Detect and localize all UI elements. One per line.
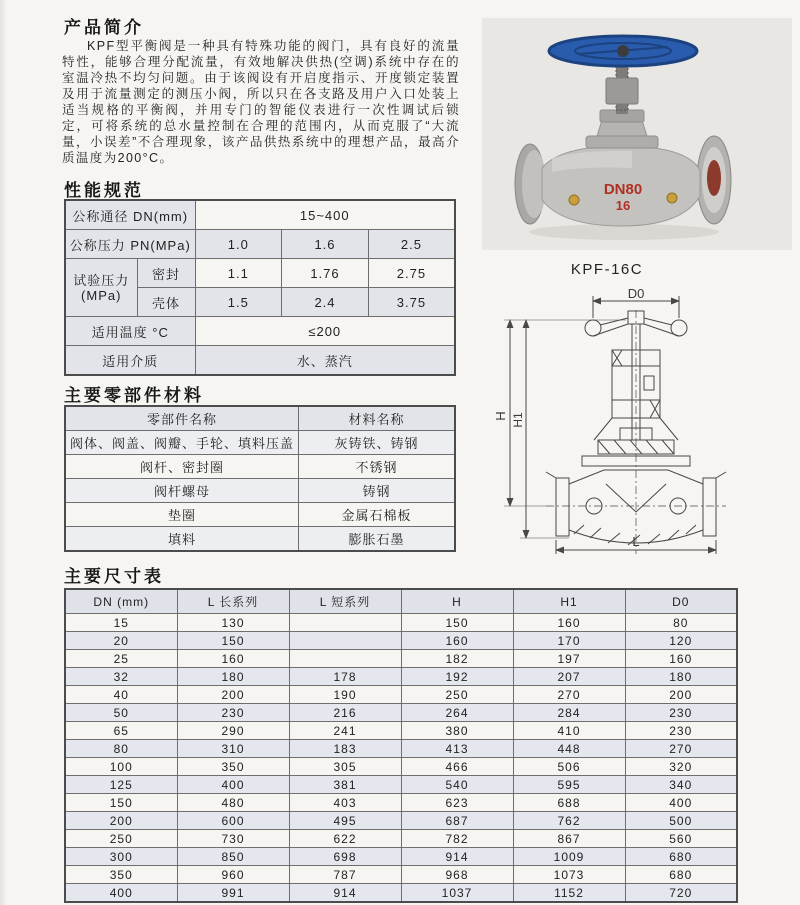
technical-drawing <box>494 288 786 560</box>
dims-row <box>65 668 737 686</box>
dims-cell: 400 <box>65 884 177 903</box>
material-cell: 不锈钢 <box>299 455 456 479</box>
dims-cell: 495 <box>289 812 401 830</box>
spec-label: 适用介质 <box>65 346 195 376</box>
spec-title: 性能规范 <box>64 181 144 200</box>
material-row <box>65 431 455 455</box>
dims-cell: 1073 <box>513 866 625 884</box>
material-cell: 铸钢 <box>299 479 456 503</box>
right-flange <box>697 136 731 224</box>
dims-row <box>65 650 737 668</box>
dims-cell: 178 <box>289 668 401 686</box>
dims-cell: 192 <box>401 668 513 686</box>
material-cell: 填料 <box>65 527 299 552</box>
dims-row <box>65 812 737 830</box>
spec-value: 15~400 <box>195 200 455 230</box>
dims-cell: 968 <box>401 866 513 884</box>
dims-cell: 200 <box>177 686 289 704</box>
dims-cell: 241 <box>289 722 401 740</box>
dims-cell: 413 <box>401 740 513 758</box>
dims-cell: 230 <box>625 722 737 740</box>
indicator-housing <box>606 78 638 104</box>
dims-cell: 914 <box>289 884 401 903</box>
material-cell: 垫圈 <box>65 503 299 527</box>
dims-cell: 680 <box>625 866 737 884</box>
material-row <box>65 455 455 479</box>
dims-cell: 310 <box>177 740 289 758</box>
spec-value: 3.75 <box>368 288 455 317</box>
spec-value: 1.6 <box>282 230 369 259</box>
material-cell: 金属石棉板 <box>299 503 456 527</box>
dims-title: 主要尺寸表 <box>64 567 164 586</box>
dim-label-d0: D0 <box>627 288 645 301</box>
spec-sublabel: 壳体 <box>137 288 195 317</box>
dims-cell: 25 <box>65 650 177 668</box>
dim-label-h1: H1 <box>511 412 525 428</box>
materials-header-row <box>65 406 455 431</box>
model-label: KPF-16C <box>570 261 644 278</box>
dims-row <box>65 866 737 884</box>
dims-row <box>65 632 737 650</box>
dims-cell: 230 <box>177 704 289 722</box>
intro-paragraph: KPF型平衡阀是一种具有特殊功能的阀门，具有良好的流量特性，能够合理分配流量，有效地解决供热(空调)系统中存在的室温冷热不均匀问题。由于该阀设有开启度指示、开度锁定装置及用于流量测定的测压小阀，所以只在各支路及用户入口处装上适当规格的平衡阀，并用专门的智能仪表进行一次性调试后锁定，可将系统的总水量控制在合理的范围内，从而克服了“大流量，小误差”不合理现象，该产品供热系统中的理想产品，最高介质温度为200°C。 <box>62 39 460 165</box>
dims-cell: 403 <box>289 794 401 812</box>
spec-row-temp <box>65 317 455 346</box>
dims-cell: 20 <box>65 632 177 650</box>
spec-row-dn <box>65 200 455 230</box>
spec-label: 公称通径 DN(mm) <box>65 200 195 230</box>
dims-cell: 1152 <box>513 884 625 903</box>
materials-header: 零部件名称 <box>65 406 299 431</box>
dims-cell: 290 <box>177 722 289 740</box>
valve-photo-illustration <box>482 18 792 250</box>
dims-cell: 400 <box>625 794 737 812</box>
dims-cell: 300 <box>65 848 177 866</box>
spec-label: 适用温度 °C <box>65 317 195 346</box>
dims-cell: 264 <box>401 704 513 722</box>
dims-cell: 850 <box>177 848 289 866</box>
dims-table <box>64 588 738 903</box>
dims-cell: 687 <box>401 812 513 830</box>
spec-value: 1.1 <box>195 259 282 288</box>
spec-row-medium <box>65 346 455 376</box>
dims-cell: 782 <box>401 830 513 848</box>
spec-table <box>64 199 456 376</box>
dims-cell: 200 <box>65 812 177 830</box>
dims-cell: 230 <box>625 704 737 722</box>
spec-row-pn <box>65 230 455 259</box>
dims-cell: 381 <box>289 776 401 794</box>
spec-label-line: (MPa) <box>81 287 122 303</box>
dims-cell: 80 <box>65 740 177 758</box>
dims-header: H1 <box>513 589 625 614</box>
dims-cell: 160 <box>401 632 513 650</box>
dims-cell: 15 <box>65 614 177 632</box>
dims-row <box>65 686 737 704</box>
dims-cell: 480 <box>177 794 289 812</box>
spec-value: 2.5 <box>368 230 455 259</box>
dim-label-h: H <box>494 411 508 421</box>
dims-cell: 150 <box>65 794 177 812</box>
dims-cell: 160 <box>625 650 737 668</box>
dims-cell: 197 <box>513 650 625 668</box>
dims-cell: 250 <box>65 830 177 848</box>
spec-value: 水、蒸汽 <box>195 346 455 376</box>
dims-cell: 65 <box>65 722 177 740</box>
dims-row <box>65 794 737 812</box>
dims-cell: 182 <box>401 650 513 668</box>
dims-cell: 284 <box>513 704 625 722</box>
dims-cell: 200 <box>625 686 737 704</box>
dims-cell: 270 <box>513 686 625 704</box>
spec-label <box>65 259 137 317</box>
body-marking-dn: DN80 <box>603 181 643 198</box>
dims-cell: 40 <box>65 686 177 704</box>
dims-cell: 50 <box>65 704 177 722</box>
spec-row-test-seal <box>65 259 455 288</box>
dims-row <box>65 614 737 632</box>
dims-cell: 448 <box>513 740 625 758</box>
test-port-left <box>569 195 579 205</box>
dims-header: L 短系列 <box>289 589 401 614</box>
dims-cell: 180 <box>177 668 289 686</box>
dims-cell <box>289 614 401 632</box>
materials-title: 主要零部件材料 <box>64 386 204 405</box>
dims-row <box>65 758 737 776</box>
spec-label-line: 试验压力 <box>73 272 130 288</box>
dims-cell: 762 <box>513 812 625 830</box>
dims-cell: 400 <box>177 776 289 794</box>
dims-cell: 160 <box>513 614 625 632</box>
dims-cell: 787 <box>289 866 401 884</box>
dims-cell <box>289 632 401 650</box>
dims-row <box>65 848 737 866</box>
dims-row <box>65 722 737 740</box>
intro-title: 产品简介 <box>64 18 144 37</box>
dims-cell: 305 <box>289 758 401 776</box>
dims-cell: 250 <box>401 686 513 704</box>
dims-cell: 180 <box>625 668 737 686</box>
dims-cell: 120 <box>625 632 737 650</box>
dims-cell: 216 <box>289 704 401 722</box>
spec-value: 1.5 <box>195 288 282 317</box>
dims-cell: 270 <box>625 740 737 758</box>
dim-h1 <box>520 320 569 538</box>
material-cell: 灰铸铁、铸钢 <box>299 431 456 455</box>
dims-row <box>65 740 737 758</box>
material-row <box>65 503 455 527</box>
dims-row <box>65 830 737 848</box>
dims-cell: 32 <box>65 668 177 686</box>
dims-cell: 680 <box>625 848 737 866</box>
body-marking-pn: 16 <box>615 198 631 213</box>
dims-row <box>65 704 737 722</box>
dims-cell: 560 <box>625 830 737 848</box>
spec-label: 公称压力 PN(MPa) <box>65 230 195 259</box>
dims-cell: 1037 <box>401 884 513 903</box>
dims-cell: 160 <box>177 650 289 668</box>
dims-header: L 长系列 <box>177 589 289 614</box>
spec-value: 1.76 <box>282 259 369 288</box>
dims-cell: 698 <box>289 848 401 866</box>
dims-cell: 340 <box>625 776 737 794</box>
material-row <box>65 479 455 503</box>
dims-header: H <box>401 589 513 614</box>
material-cell: 阀杆螺母 <box>65 479 299 503</box>
dims-cell: 991 <box>177 884 289 903</box>
dims-cell: 350 <box>65 866 177 884</box>
dim-label-l: L <box>632 534 640 549</box>
left-flange <box>515 144 546 224</box>
dims-cell: 125 <box>65 776 177 794</box>
dims-cell: 150 <box>177 632 289 650</box>
dims-cell: 170 <box>513 632 625 650</box>
handwheel <box>549 36 697 66</box>
dims-cell: 80 <box>625 614 737 632</box>
material-cell: 阀杆、密封圈 <box>65 455 299 479</box>
dims-cell: 1009 <box>513 848 625 866</box>
materials-header: 材料名称 <box>299 406 456 431</box>
dims-row <box>65 884 737 903</box>
dims-header: D0 <box>625 589 737 614</box>
spec-value: 1.0 <box>195 230 282 259</box>
dims-cell: 183 <box>289 740 401 758</box>
dims-cell: 320 <box>625 758 737 776</box>
materials-table <box>64 405 456 552</box>
dims-cell: 350 <box>177 758 289 776</box>
dims-cell: 100 <box>65 758 177 776</box>
dims-cell: 960 <box>177 866 289 884</box>
spec-value: 2.75 <box>368 259 455 288</box>
dims-cell: 730 <box>177 830 289 848</box>
spec-value: 2.4 <box>282 288 369 317</box>
dims-cell: 623 <box>401 794 513 812</box>
material-cell: 阀体、阀盖、阀瓣、手轮、填料压盖 <box>65 431 299 455</box>
dims-cell: 207 <box>513 668 625 686</box>
dims-cell: 466 <box>401 758 513 776</box>
dims-cell: 688 <box>513 794 625 812</box>
valve-bonnet <box>586 110 658 148</box>
spec-sublabel: 密封 <box>137 259 195 288</box>
dims-cell: 190 <box>289 686 401 704</box>
dims-header-row <box>65 589 737 614</box>
dims-cell: 410 <box>513 722 625 740</box>
dims-cell: 130 <box>177 614 289 632</box>
dims-cell: 506 <box>513 758 625 776</box>
material-cell: 膨胀石墨 <box>299 527 456 552</box>
dims-cell: 500 <box>625 812 737 830</box>
dims-cell: 380 <box>401 722 513 740</box>
material-row <box>65 527 455 552</box>
dims-cell: 595 <box>513 776 625 794</box>
dims-cell: 914 <box>401 848 513 866</box>
dims-cell: 867 <box>513 830 625 848</box>
dims-row <box>65 776 737 794</box>
dims-cell: 622 <box>289 830 401 848</box>
dims-cell <box>289 650 401 668</box>
dims-cell: 600 <box>177 812 289 830</box>
spec-value: ≤200 <box>195 317 455 346</box>
dims-header: DN (mm) <box>65 589 177 614</box>
valve-drawing-illustration <box>494 288 786 560</box>
dims-cell: 720 <box>625 884 737 903</box>
dims-cell: 150 <box>401 614 513 632</box>
test-port-right <box>667 193 677 203</box>
scan-edge <box>0 0 7 905</box>
product-photo <box>482 18 792 250</box>
dims-cell: 540 <box>401 776 513 794</box>
